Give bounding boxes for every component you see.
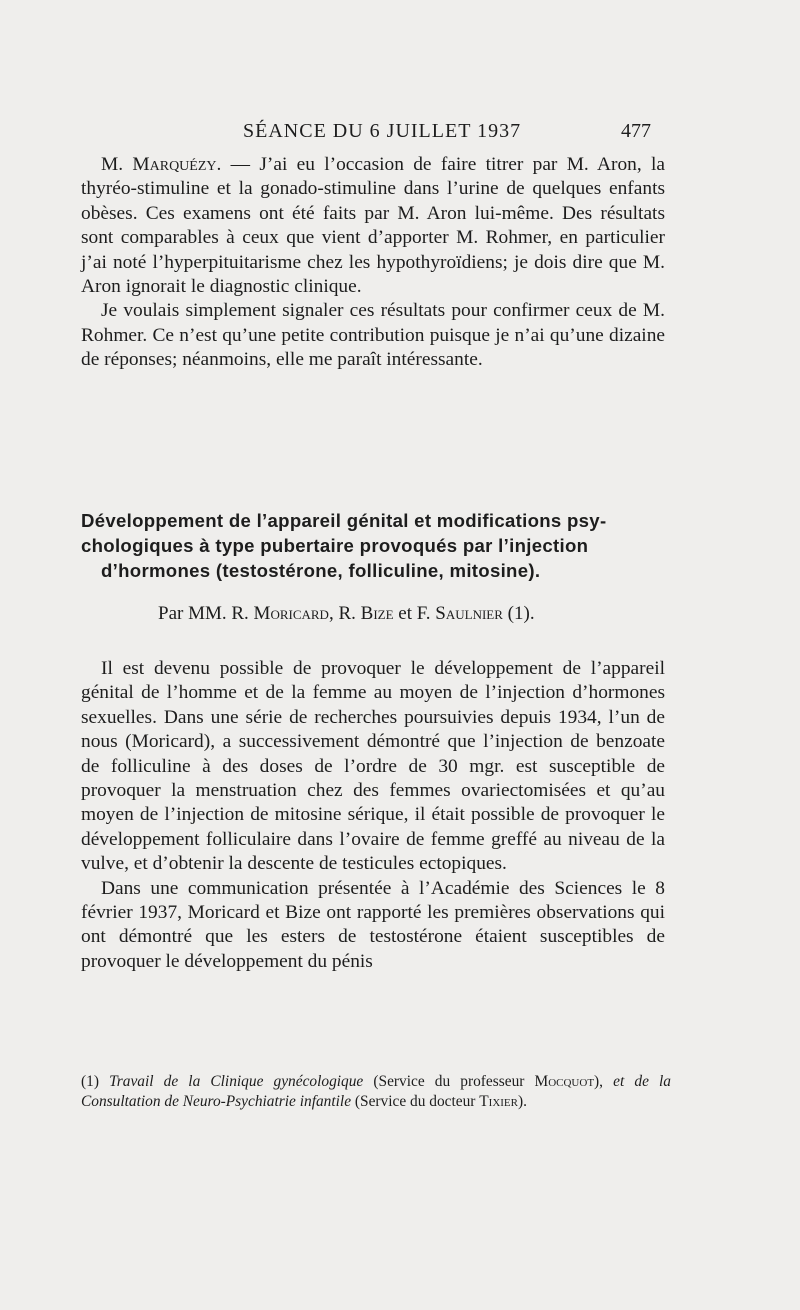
footnote-marker: (1) — [81, 1073, 99, 1090]
byline-prefix: Par MM. R. — [158, 603, 249, 624]
speaker-name: M. Marquézy — [101, 154, 217, 175]
footnote — [81, 1072, 671, 1112]
page-number: 477 — [621, 120, 651, 142]
discussion-paragraph-2: Je voulais simplement signaler ces résultats pour confirmer ceux de M. Rohmer. Ce n’est qu’une petite contribution puisque je n’ai qu’une dizaine de réponses; néanmoins, elle me paraît intéressante. — [81, 300, 665, 371]
heading-line-2: chologiques à type pubertaire provoqués par l’injection — [81, 535, 589, 556]
footnote-text-4: ). — [518, 1093, 527, 1110]
discussion-block — [81, 153, 665, 373]
article-paragraph-2: Dans une communication présentée à l’Académie des Sciences le 8 février 1937, Moricard et Bize ont rapporté les premières observations qui ont démontré que les esters de testostérone étaient susceptibles de provoquer le développement du pénis — [81, 877, 665, 972]
heading-line-3: d’hormones (testostérone, folliculine, mitosine). — [101, 560, 541, 581]
footnote-italic-1: Travail de la Clinique gynécologique — [109, 1073, 364, 1090]
discussion-text-1: — J’ai eu l’occasion de faire titrer par M. Aron, la thyréo-stimuline et la gonado-stimuline dans l’urine de quelques enfants obèses. Ces examens ont été faits par M. Aron lui-même. Des résultats sont comparables à ceux que vient d’apporter M. Rohmer, en particulier j’ai noté l’hyperpituitarisme chez les hypothyroïdiens; je dois dire que M. Aron ignorait le diagnostic clinique. — [81, 154, 665, 298]
heading-line-1: Développement de l’appareil génital et modifications psy- — [81, 510, 607, 531]
author-bize: Bize — [360, 603, 394, 624]
article-body — [81, 657, 665, 974]
discussion-paragraph-1: M. Marquézy. — J’ai eu l’occasion de faire titrer par M. Aron, la thyréo-stimuline et la gonado-stimuline dans l’urine de quelques enfants obèses. Ces examens ont été faits par M. Aron lui-même. Des résultats sont comparables à ceux que vient d’apporter M. Rohmer, en particulier j’ai noté l’hyperpituitarisme chez les hypothyroïdiens; je dois dire que M. Aron ignorait le diagnostic clinique. — [81, 154, 665, 298]
footnote-name-1: Mocquot — [534, 1073, 595, 1090]
author-moricard: Moricard — [253, 603, 329, 624]
footnote-ref: (1). — [507, 603, 535, 624]
article-heading — [81, 508, 669, 583]
byline-sep-1: , R. — [328, 603, 356, 624]
footnote-text-1: (Service du professeur — [373, 1073, 525, 1090]
footnote-italic-2: et de la Consultation de Neuro-Psychiatrie infantile — [81, 1073, 671, 1110]
author-saulnier: Saulnier — [435, 603, 503, 624]
article-byline — [158, 603, 535, 625]
article-paragraph-1: Il est devenu possible de provoquer le développement de l’appareil génital de l’homme et de la femme au moyen de l’injection d’hormones sexuelles. Dans une série de recherches poursuivies depuis 1934, l’un de nous (Moricard), a successivement démontré que l’injection de benzoate de folliculine à des doses de l’ordre de 30 mgr. est susceptible de provoquer la menstruation chez des femmes ovariectomisées et qu’au moyen de l’injection de mitosine sérique, il était possible de provoquer le développement folliculaire dans l’ovaire de femme greffé au niveau de la vulve, et d’obtenir la descente de testicules ectopiques. — [81, 658, 665, 875]
running-header — [0, 120, 800, 144]
byline-sep-2: et F. — [398, 603, 431, 624]
footnote-text-3: (Service du docteur — [354, 1093, 476, 1110]
running-title: SÉANCE DU 6 JUILLET 1937 — [243, 120, 522, 142]
footnote-name-2: Tixier — [479, 1093, 518, 1110]
footnote-text-2: ), — [594, 1073, 604, 1090]
